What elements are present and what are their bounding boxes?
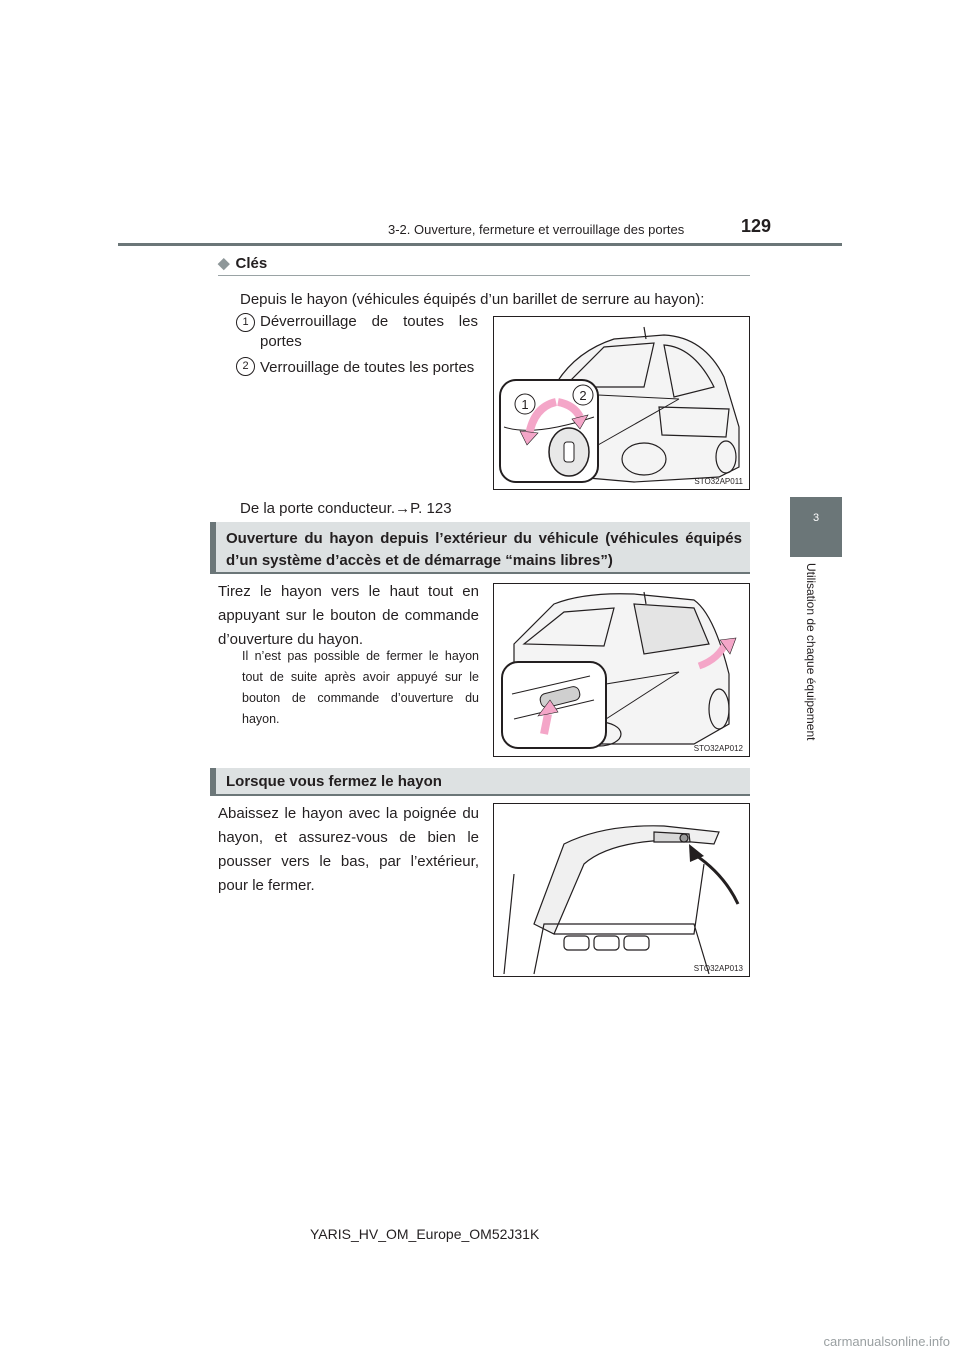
- reference-page: P. 123: [410, 500, 452, 517]
- page-number: 129: [741, 216, 772, 236]
- figure-code: STO32AP011: [694, 477, 743, 486]
- figure-code: STO32AP012: [693, 744, 743, 753]
- step-1-line2: portes: [260, 333, 302, 350]
- section-close-body: Abaissez le hayon avec la poignée du hayon, et assurez-vous de bien le pousser vers le bas, par l’extérieur, pour le fermer.: [218, 805, 479, 894]
- closing-tailgate-illustration: [494, 804, 749, 976]
- section-close-header: [210, 768, 750, 796]
- section-open-outside-title-line2: d’un système d’accès et de démarrage “mains libres”): [226, 552, 613, 569]
- section-open-outside-header: [210, 522, 750, 574]
- keys-heading-text: Clés: [235, 255, 268, 272]
- figure-tailgate-opener: [493, 583, 750, 757]
- watermark: carmanualsonline.info: [823, 1334, 950, 1349]
- step-2-text: Verrouillage de toutes les portes: [260, 359, 475, 376]
- keys-reference: [240, 497, 452, 521]
- section-open-outside-note: Il n’est pas possible de fermer le hayon tout de suite après avoir appuyé sur le bouton de commande d’ouverture du hayon.: [242, 649, 479, 726]
- step-1-line1: Déverrouillage de toutes les: [260, 313, 478, 330]
- step-2-badge: 2: [236, 357, 255, 376]
- tailgate-opener-illustration: [494, 584, 749, 756]
- section-open-outside-body: Tirez le hayon vers le haut tout en appuyant sur le bouton de commande d’ouverture du hayon.: [218, 583, 479, 648]
- step-1-badge: 1: [236, 313, 255, 332]
- section-close-title: Lorsque vous fermez le hayon: [226, 773, 442, 790]
- diamond-icon: ◆: [218, 255, 230, 272]
- keys-heading: [218, 254, 267, 272]
- section-open-outside-title-line1: Ouverture du hayon depuis l’extérieur du véhicule (véhicules équipés: [226, 530, 742, 547]
- figure-key-cylinder: [493, 316, 750, 490]
- chapter-title: Utilisation de chaque équipement: [804, 563, 818, 741]
- figure-callout-2: 2: [579, 388, 587, 403]
- section-title: 3-2. Ouverture, fermeture et verrouillage des portes: [388, 222, 685, 237]
- figure-callout-1: 1: [521, 397, 529, 412]
- keys-intro: Depuis le hayon (véhicules équipés d’un barillet de serrure au hayon):: [240, 291, 705, 308]
- document-id: YARIS_HV_OM_Europe_OM52J31K: [310, 1226, 540, 1242]
- key-cylinder-illustration: [494, 317, 749, 489]
- header-rule: [118, 243, 842, 246]
- figure-closing-tailgate: [493, 803, 750, 977]
- chapter-number: 3: [812, 512, 820, 524]
- keys-heading-rule: [218, 275, 750, 276]
- chapter-tab: [790, 497, 842, 557]
- reference-prefix: De la porte conducteur.: [240, 500, 396, 517]
- reference-arrow: →: [395, 500, 411, 517]
- figure-code: STO32AP013: [693, 964, 743, 973]
